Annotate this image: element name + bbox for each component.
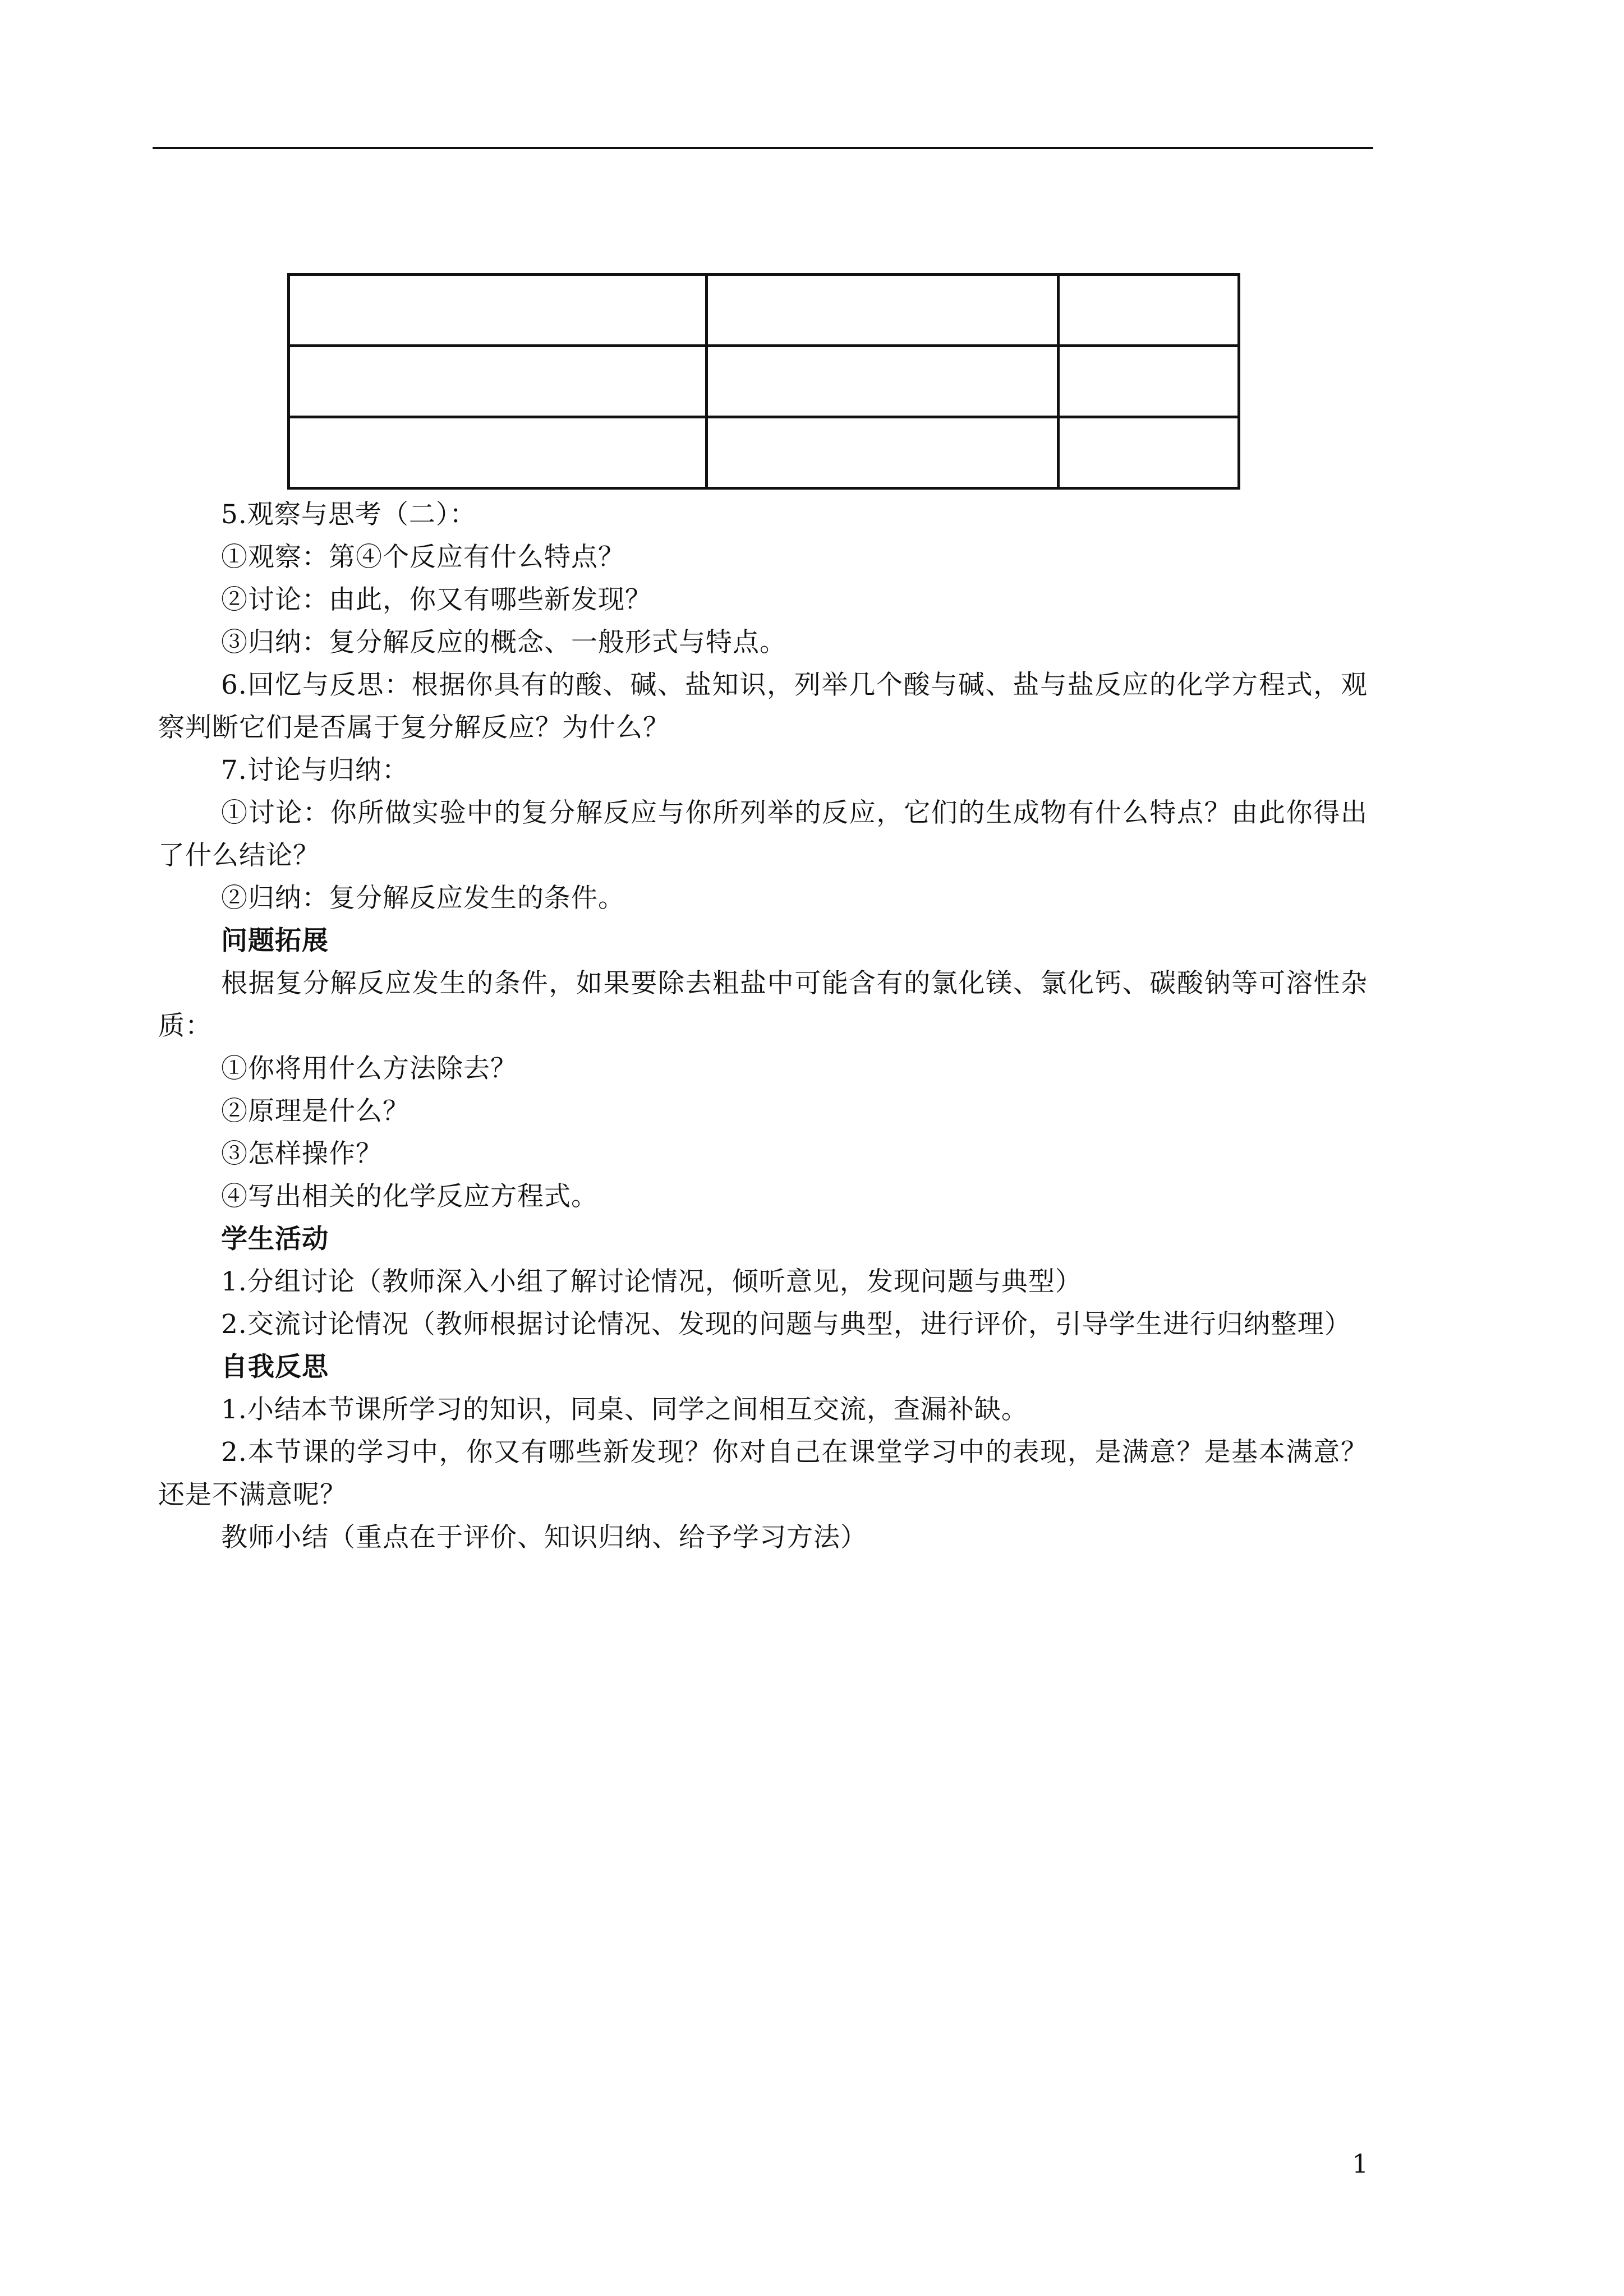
paragraph: ②归纳：复分解反应发生的条件。 <box>221 883 625 914</box>
table-cell <box>1059 417 1239 488</box>
table-row <box>289 346 1239 417</box>
paragraph: 1.分组讨论（教师深入小组了解讨论情况，倾听意见，发现问题与典型） <box>221 1266 1082 1297</box>
paragraph: 根据复分解反应发生的条件，如果要除去粗盐中可能含有的氯化镁、氯化钙、碳酸钠等可溶性杂质： <box>158 968 1368 1041</box>
paragraph: 教师小结（重点在于评价、知识归纳、给予学习方法） <box>221 1522 867 1553</box>
paragraph: 7.讨论与归纳： <box>221 755 409 786</box>
paragraph: 1.小结本节课所学习的知识，同桌、同学之间相互交流，查漏补缺。 <box>221 1394 1028 1425</box>
paragraph: ②原理是什么？ <box>221 1096 410 1127</box>
paragraph: 2.本节课的学习中，你又有哪些新发现？你对自己在课堂学习中的表现，是满意？是基本满意？还是不满意呢？ <box>158 1437 1368 1510</box>
table-cell <box>707 346 1059 417</box>
paragraph: 2.交流讨论情况（教师根据讨论情况、发现的问题与典型，进行评价，引导学生进行归纳整理） <box>221 1309 1351 1340</box>
paragraph: ①讨论：你所做实验中的复分解反应与你所列举的反应，它们的生成物有什么特点？由此你得出了什么结论？ <box>158 797 1368 871</box>
page-number: 1 <box>1352 2149 1369 2179</box>
header-rule <box>153 147 1373 149</box>
table-cell <box>289 275 707 346</box>
paragraph: ④写出相关的化学反应方程式。 <box>221 1181 598 1212</box>
section-heading: 学生活动 <box>221 1224 329 1255</box>
table-row <box>289 417 1239 488</box>
paragraph: ①观察：第④个反应有什么特点？ <box>221 542 625 573</box>
document-body <box>158 494 1368 1559</box>
paragraph: ②讨论：由此，你又有哪些新发现？ <box>221 584 652 615</box>
table-cell <box>289 417 707 488</box>
section-heading: 自我反思 <box>221 1352 329 1382</box>
paragraph: ①你将用什么方法除去？ <box>221 1053 517 1084</box>
table-cell <box>707 417 1059 488</box>
paragraph: ③归纳：复分解反应的概念、一般形式与特点。 <box>221 627 786 658</box>
table-cell <box>289 346 707 417</box>
table-row <box>289 275 1239 346</box>
blank-table <box>287 273 1240 490</box>
paragraph: 5.观察与思考（二）： <box>221 499 477 530</box>
table-cell <box>1059 346 1239 417</box>
section-heading: 问题拓展 <box>221 925 329 956</box>
table-cell <box>1059 275 1239 346</box>
table-cell <box>707 275 1059 346</box>
paragraph: 6.回忆与反思：根据你具有的酸、碱、盐知识，列举几个酸与碱、盐与盐反应的化学方程式，观察判断它们是否属于复分解反应？为什么？ <box>158 670 1368 743</box>
paragraph: ③怎样操作？ <box>221 1138 383 1169</box>
